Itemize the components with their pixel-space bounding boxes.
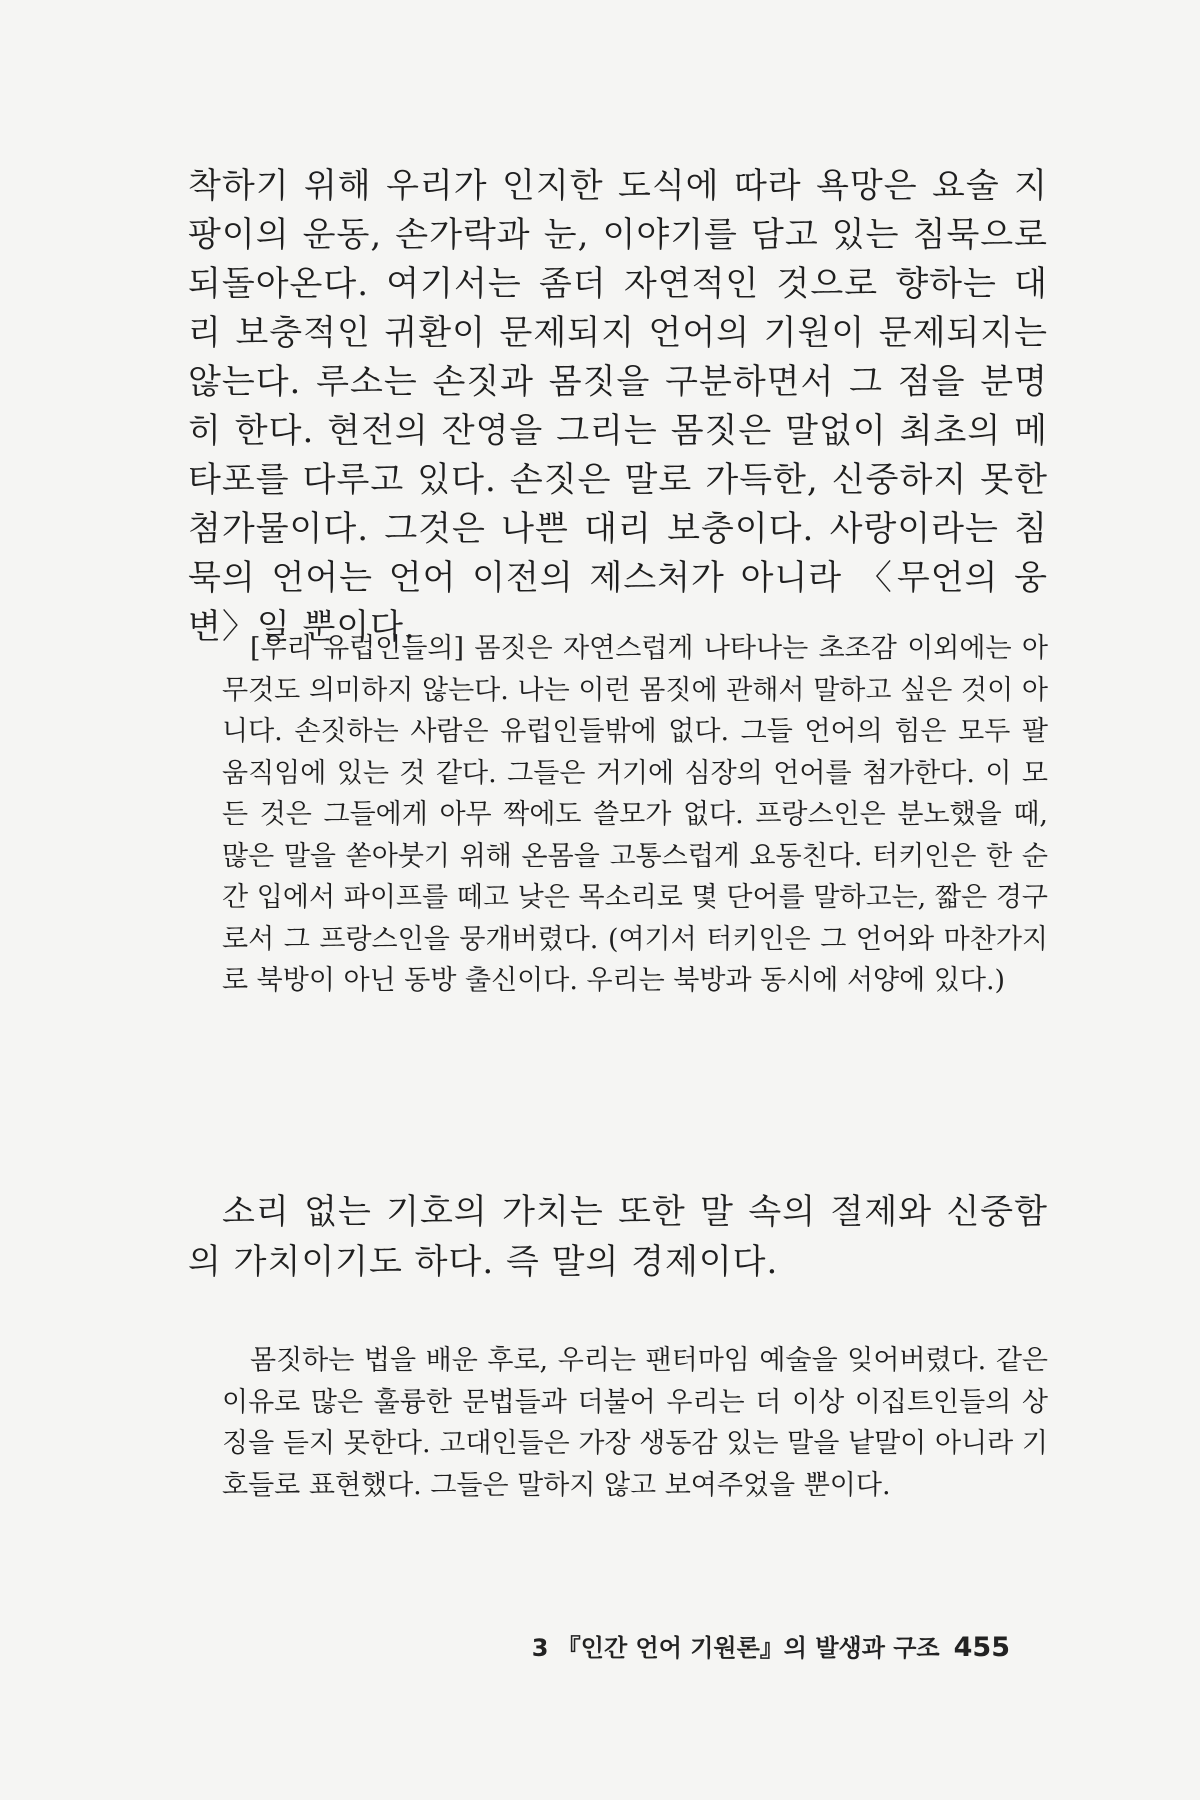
closing-paragraph-text: 소리 없는 기호의 가치는 또한 말 속의 절제와 신중함의 가치이기도 하다. 즉 말의 경제이다.: [188, 1192, 1048, 1282]
block-quote-text: [우리 유럽인들의] 몸짓은 자연스럽게 나타나는 초조감 이외에는 아무것도 의미하지 않는다. 나는 이런 몸짓에 관해서 말하고 싶은 것이 아니다. 손짓하는 사람은 유럽인들밖에 없다. 그들 언어의 힘은 모두 팔 움직임에 있는 것 같다. 그들은 거기에 심장의 언어를 첨가한다. 이 모든 것은 그들에게 아무 짝에도 쓸모가 없다. 프랑스인은 분노했을 때, 많은 말을 쏟아붓기 위해 온몸을 고통스럽게 요동친다. 터키인은 한 순간 입에서 파이프를 떼고 낮은 목소리로 몇 단어를 말하고는, 짧은 경구로서 그 프랑스인을 뭉개버렸다. (여기서 터키인은 그 언어와 마찬가지로 북방이 아닌 동방 출신이다. 우리는 북방과 동시에 서양에 있다.): [222, 633, 1048, 996]
block-quote-rousseau: [222, 628, 1048, 1002]
closing-paragraph: [188, 1187, 1048, 1287]
running-title: 3 『인간 언어 기원론』의 발생과 구조: [531, 1634, 940, 1662]
body-paragraph: 착하기 위해 우리가 인지한 도식에 따라 욕망은 요술 지팡이의 운동, 손가락과 눈, 이야기를 담고 있는 침묵으로 되돌아온다. 여기서는 좀더 자연적인 것으로 향하는 대리 보충적인 귀환이 문제되지 언어의 기원이 문제되지는 않는다. 루소는 손짓과 몸짓을 구분하면서 그 점을 분명히 한다. 현전의 잔영을 그리는 몸짓은 말없이 최초의 메타포를 다루고 있다. 손짓은 말로 가득한, 신중하지 못한 첨가물이다. 그것은 나쁜 대리 보충이다. 사랑이라는 침묵의 언어는 언어 이전의 제스처가 아니라 〈무언의 웅변〉일 뿐이다.: [188, 166, 1048, 647]
page-footer: [532, 1628, 1010, 1663]
block-quote-pantomime: [222, 1340, 1048, 1506]
page-number: 455: [953, 1632, 1010, 1663]
block-quote-text: 몸짓하는 법을 배운 후로, 우리는 팬터마임 예술을 잊어버렸다. 같은 이유로 많은 훌륭한 문법들과 더불어 우리는 더 이상 이집트인들의 상징을 듣지 못한다. 고대인들은 가장 생동감 있는 말을 낱말이 아니라 기호들로 표현했다. 그들은 말하지 않고 보여주었을 뿐이다.: [222, 1345, 1048, 1501]
